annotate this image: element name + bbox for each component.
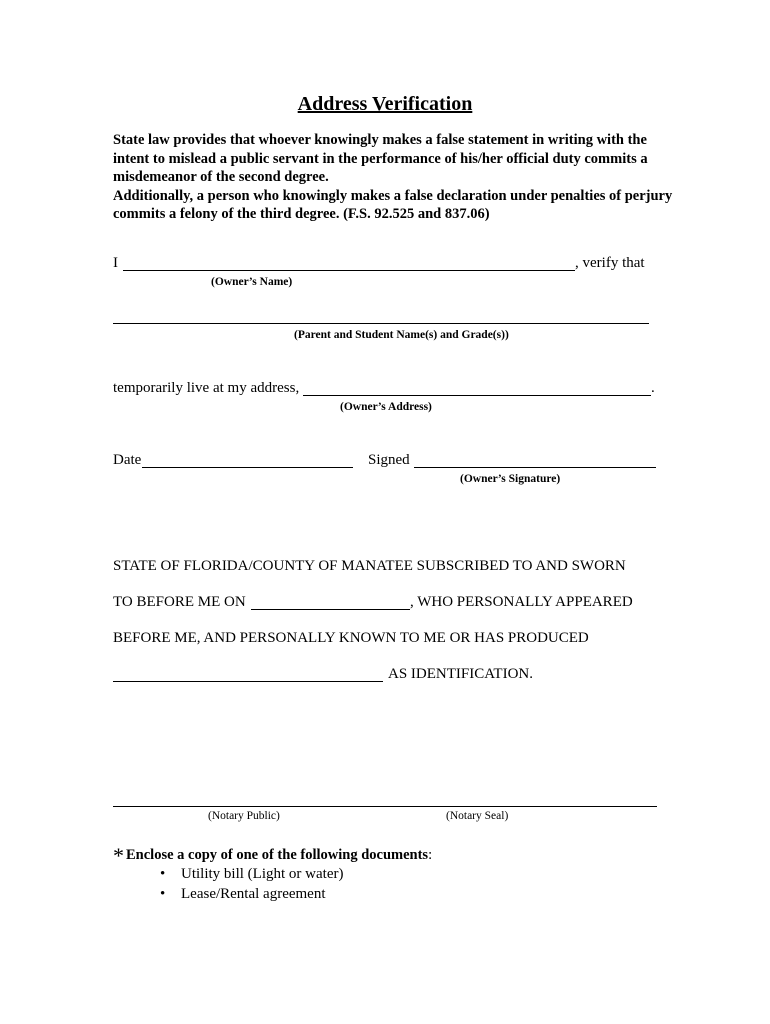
- notary-signature-field[interactable]: [113, 806, 657, 807]
- notice-paragraph-1: State law provides that whoever knowingly makes a false statement in writing with the intent to mislead a public servant in the performance of his/her official duty commits a misdemeanor of the second degree.: [113, 132, 648, 185]
- owner-address-field[interactable]: [303, 395, 651, 396]
- address-period: .: [651, 380, 655, 396]
- owner-signature-caption: (Owner’s Signature): [460, 473, 561, 485]
- notary-line-2-suffix: , WHO PERSONALLY APPEARED: [410, 594, 633, 610]
- owner-address-caption: (Owner’s Address): [340, 401, 432, 413]
- owner-name-caption: (Owner’s Name): [211, 276, 293, 288]
- notary-line-4: AS IDENTIFICATION.: [388, 666, 533, 682]
- owner-name-field[interactable]: [123, 270, 575, 271]
- date-label: Date: [113, 452, 142, 468]
- verify-that-text: , verify that: [575, 255, 645, 271]
- list-item: • Lease/Rental agreement: [160, 886, 343, 906]
- asterisk: *: [113, 843, 124, 868]
- owner-signature-field[interactable]: [414, 467, 656, 468]
- owner-prefix: I: [113, 255, 118, 271]
- notary-seal-caption: (Notary Seal): [446, 810, 509, 822]
- parent-student-caption: (Parent and Student Name(s) and Grade(s)): [294, 329, 509, 341]
- sworn-date-field[interactable]: [251, 609, 410, 610]
- legal-notice: [113, 131, 673, 224]
- address-prefix: temporarily live at my address,: [113, 380, 300, 396]
- enclosure-list: [160, 866, 343, 906]
- notary-public-caption: (Notary Public): [208, 810, 280, 822]
- list-item: • Utility bill (Light or water): [160, 866, 343, 886]
- parent-student-field[interactable]: [113, 323, 649, 324]
- notary-line-2-prefix: TO BEFORE ME ON: [113, 594, 246, 610]
- signed-label: Signed: [368, 452, 410, 468]
- page-title: Address Verification: [297, 93, 473, 115]
- notary-line-3: BEFORE ME, AND PERSONALLY KNOWN TO ME OR HAS PRODUCED: [113, 630, 589, 646]
- date-field[interactable]: [142, 467, 353, 468]
- enclosure-colon: :: [428, 847, 433, 863]
- notice-paragraph-2: Additionally, a person who knowingly makes a false declaration under penalties of perjury commits a felony of the third degree. (F.S. 92.525 and 837.06): [113, 187, 673, 222]
- identification-field[interactable]: [113, 681, 383, 682]
- notary-line-1: STATE OF FLORIDA/COUNTY OF MANATEE SUBSCRIBED TO AND SWORN: [113, 558, 626, 574]
- enclosure-heading-text: Enclose a copy of one of the following documents: [126, 847, 429, 863]
